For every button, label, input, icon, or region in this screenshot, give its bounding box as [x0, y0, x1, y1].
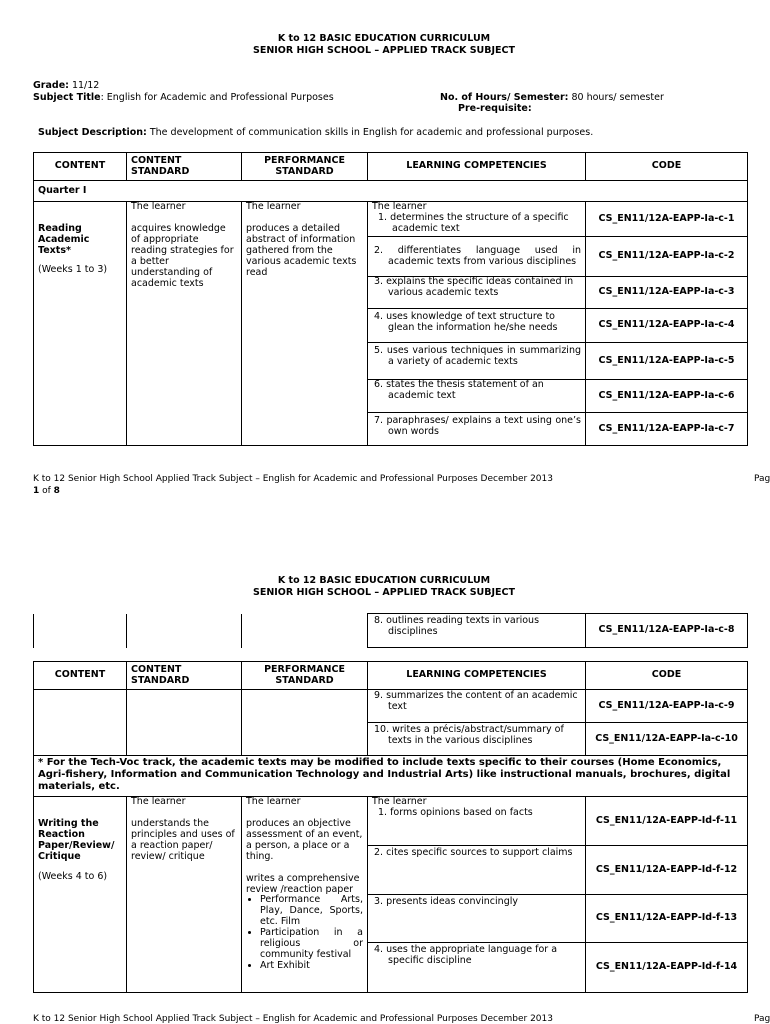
- content-standard-intro: The learner: [131, 201, 186, 212]
- content-weeks: (Weeks 4 to 6): [38, 870, 108, 882]
- tech-voc-note: * For the Tech-Voc track, the academic texts may be modified to include texts specific to their courses (Home Economics, Agri-fishery, Information and Communication Technology and Industrial Arts) like instructional manuals, brochures, digital materials, etc.: [34, 756, 748, 797]
- performance-standard-text-2: writes a comprehensive review /reaction paper: [246, 872, 360, 895]
- empty-cell: [127, 614, 242, 648]
- subject-description-value: The development of communication skills in English for academic and professional purposes.: [146, 127, 594, 138]
- competency-text: 9. summarizes the content of an academic text: [368, 690, 586, 723]
- content-standard-cell: [127, 202, 242, 446]
- competency-code: CS_EN11/12A-EAPP-Ia-c-5: [586, 343, 748, 380]
- table-row: [34, 797, 748, 846]
- table-row: [34, 614, 748, 648]
- page-number: [33, 486, 60, 496]
- table-header-row: [34, 153, 748, 181]
- competency-intro: The learner: [372, 796, 427, 807]
- subject-description: [38, 128, 593, 139]
- competency-code: CS_EN11/12A-EAPP-Ia-c-3: [586, 277, 748, 309]
- competency-text: 10. writes a précis/abstract/summary of texts in the various disciplines: [368, 723, 586, 756]
- empty-cell: [34, 690, 127, 756]
- header-content: CONTENT: [34, 662, 127, 690]
- content-standard-text: acquires knowledge of appropriate reading strategies for a better understanding of academic texts: [131, 222, 234, 289]
- header-performance-standard: PERFORMANCE STANDARD: [242, 153, 368, 181]
- competency-text: 1. forms opinions based on facts: [378, 806, 533, 818]
- competency-text: 4. uses the appropriate language for a specific discipline: [368, 943, 586, 993]
- performance-standard-text-1: produces an objective assessment of an event, a person, a place or a thing.: [246, 817, 363, 862]
- subject-title-label: Subject Title: [33, 92, 101, 103]
- content-title: Writing the Reaction Paper/Review/ Critique: [38, 818, 115, 862]
- competency-text: 7. paraphrases/ explains a text using one’s own words: [368, 413, 586, 446]
- content-standard-text: understands the principles and uses of a reaction paper/ review/ critique: [131, 817, 235, 862]
- grade-label: Grade:: [33, 80, 69, 91]
- page-footer: K to 12 Senior High School Applied Track Subject – English for Academic and Professional Purposes December 2013: [33, 1014, 553, 1024]
- quarter-row: [34, 181, 748, 202]
- competency-text: 1. determines the structure of a specific academic text: [378, 211, 569, 234]
- competency-code: CS_EN11/12A-EAPP-Ia-c-9: [586, 690, 748, 723]
- content-standard-cell: [127, 797, 242, 993]
- empty-cell: [242, 614, 368, 648]
- competency-code: CS_EN11/12A-EAPP-Id-f-14: [586, 943, 748, 993]
- grade-value: 11/12: [68, 80, 100, 91]
- competency-code: CS_EN11/12A-EAPP-Id-f-12: [586, 846, 748, 895]
- competency-text: 8. outlines reading texts in various disciplines: [368, 614, 586, 648]
- page-number-total: 8: [53, 486, 60, 496]
- doc-subtitle: SENIOR HIGH SCHOOL – APPLIED TRACK SUBJECT: [252, 587, 515, 598]
- competency-text: 4. uses knowledge of text structure to glean the information he/she needs: [368, 309, 586, 343]
- hours-label: No. of Hours/ Semester:: [440, 92, 569, 103]
- table-row: [34, 690, 748, 723]
- header-code: CODE: [586, 662, 748, 690]
- quarter-label: Quarter I: [34, 181, 748, 202]
- prerequisite-line: [458, 104, 532, 115]
- competency-code: CS_EN11/12A-EAPP-Ia-c-8: [586, 614, 748, 648]
- competency-cell: [368, 202, 586, 237]
- content-weeks: (Weeks 1 to 3): [38, 263, 108, 275]
- performance-standard-list: [246, 895, 363, 971]
- header-learning-competencies: LEARNING COMPETENCIES: [368, 662, 586, 690]
- competency-text: 3. presents ideas convincingly: [368, 895, 586, 943]
- curriculum-table-2: [33, 661, 748, 993]
- curriculum-table-1: [33, 152, 748, 446]
- content-title: Reading Academic Texts*: [38, 223, 90, 256]
- header-content-standard: CONTENT STANDARD: [127, 662, 242, 690]
- carryover-table: [33, 613, 748, 648]
- competency-code: CS_EN11/12A-EAPP-Ia-c-10: [586, 723, 748, 756]
- content-standard-intro: The learner: [131, 796, 186, 807]
- table-row: [34, 202, 748, 237]
- doc-title: K to 12 BASIC EDUCATION CURRICULUM: [277, 33, 491, 44]
- content-cell: [34, 202, 127, 446]
- list-item: • Art Exhibit: [260, 961, 363, 972]
- competency-code: CS_EN11/12A-EAPP-Ia-c-4: [586, 309, 748, 343]
- competency-code: CS_EN11/12A-EAPP-Ia-c-2: [586, 237, 748, 277]
- list-item: • Participation in a religious or community festival: [260, 928, 363, 961]
- competency-text: 3. explains the specific ideas contained in various academic texts: [368, 277, 586, 309]
- competency-intro: The learner: [372, 201, 427, 212]
- page-footer: K to 12 Senior High School Applied Track Subject – English for Academic and Professional Purposes December 2013: [33, 474, 553, 484]
- performance-standard-intro: The learner: [246, 201, 301, 212]
- competency-text: 2. cites specific sources to support claims: [368, 846, 586, 895]
- subject-description-label: Subject Description:: [38, 127, 147, 138]
- doc-subtitle: SENIOR HIGH SCHOOL – APPLIED TRACK SUBJECT: [252, 45, 515, 56]
- header-content: CONTENT: [34, 153, 127, 181]
- header-performance-standard: PERFORMANCE STANDARD: [242, 662, 368, 690]
- performance-standard-intro: The learner: [246, 796, 301, 807]
- subject-title-value: : English for Academic and Professional Purposes: [100, 92, 334, 103]
- page-footer-right: Pag: [754, 1014, 770, 1024]
- competency-text: 2. differentiates language used in academic texts from various disciplines: [368, 237, 586, 277]
- empty-cell: [127, 690, 242, 756]
- competency-text: 5. uses various techniques in summarizing a variety of academic texts: [368, 343, 586, 380]
- competency-cell: [368, 797, 586, 846]
- competency-code: CS_EN11/12A-EAPP-Id-f-11: [586, 797, 748, 846]
- performance-standard-cell: [242, 797, 368, 993]
- competency-code: CS_EN11/12A-EAPP-Ia-c-6: [586, 380, 748, 413]
- performance-standard-cell: [242, 202, 368, 446]
- content-cell: [34, 797, 127, 993]
- empty-cell: [34, 614, 127, 648]
- grade-line: [33, 81, 99, 92]
- table-header-row: [34, 662, 748, 690]
- empty-cell: [242, 690, 368, 756]
- page-number-of: of: [39, 486, 54, 496]
- performance-standard-text: produces a detailed abstract of information gathered from the various academic texts read: [246, 222, 357, 278]
- hours-value: 80 hours/ semester: [568, 92, 664, 103]
- header-content-standard: CONTENT STANDARD: [127, 153, 242, 181]
- prerequisite-label: Pre-requisite:: [458, 103, 532, 114]
- competency-code: CS_EN11/12A-EAPP-Ia-c-1: [586, 202, 748, 237]
- competency-code: CS_EN11/12A-EAPP-Id-f-13: [586, 895, 748, 943]
- header-code: CODE: [586, 153, 748, 181]
- note-row: [34, 756, 748, 797]
- page-number-current: 1: [33, 486, 40, 496]
- competency-code: CS_EN11/12A-EAPP-Ia-c-7: [586, 413, 748, 446]
- doc-title: K to 12 BASIC EDUCATION CURRICULUM: [277, 575, 491, 586]
- competency-text: 6. states the thesis statement of an academic text: [368, 380, 586, 413]
- page-footer-right: Pag: [754, 474, 770, 484]
- subject-title-line: [33, 93, 334, 104]
- list-item: • Performance Arts, Play, Dance, Sports, etc. Film: [260, 895, 363, 928]
- header-learning-competencies: LEARNING COMPETENCIES: [368, 153, 586, 181]
